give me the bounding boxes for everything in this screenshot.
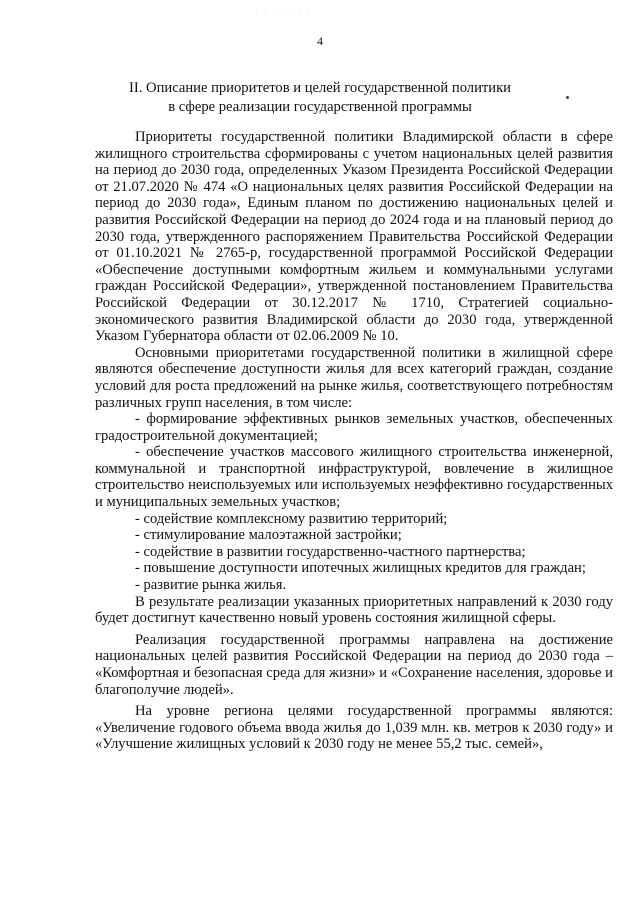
list-item: - развитие рынка жилья. (135, 577, 287, 594)
section-title-line-1: II. Описание приоритетов и целей государственной политики (129, 80, 511, 96)
page-number: 4 (317, 34, 323, 48)
section-title-line-2: в сфере реализации государственной программы (168, 99, 472, 115)
paragraph-program-aim: Реализация государственной программы направлена на достижение национальных целей развития Российской Федерации на период до 2030 года – «Комфортная и безопасная среда для жизни» и «Сохранение населения, здоровье и благополучие людей». (95, 631, 613, 698)
list-item: - повышение доступности ипотечных жилищных кредитов для граждан; (135, 560, 586, 577)
scan-artifact: · · · · · · · (255, 6, 312, 15)
document-body (95, 129, 613, 753)
paragraph-result: В результате реализации указанных приоритетных направлений к 2030 году будет достигнут качественно новый уровень состояния жилищной сферы. (95, 593, 613, 627)
list-item: - формирование эффективных рынков земельных участков, обеспеченных градостроительной документацией; (95, 411, 613, 444)
paragraph-regional-goals: На уровне региона целями государственной программы являются: «Увеличение годового объема ввода жилья до 1,039 млн. кв. метров к 2030 году» и «Улучшение жилищных условий к 2030 году не менее 55,2 тыс. семей», (95, 703, 613, 753)
paragraph-main-priorities: Основными приоритетами государственной политики в жилищной сфере являются обеспечение доступности жилья для всех категорий граждан, создание условий для роста предложений на рынке жилья, соответствующего потребностям различных групп населения, в том числе: (95, 344, 613, 411)
list-item: - обеспечение участков массового жилищного строительства инженерной, коммунальной и транспортной инфраструктурой, вовлечение в жилищное строительство неиспользуемых или используемых неэффективно государственных и муниципальных земельных участков; (95, 444, 613, 511)
section-heading (40, 79, 600, 117)
paragraph-priorities-basis: Приоритеты государственной политики Владимирской области в сфере жилищного строительства сформированы с учетом национальных целей развития на период до 2030 года, определенных Указом Президента Российской Федерации от 21.07.2020 № 474 «О национальных целях развития Российской Федерации на период до 2030 года», Единым планом по достижению национальных целей и развития Российской Федерации на период до 2024 года и на плановый период до 2030 года, утвержденного распоряжением Правительства Российской Федерации от 01.10.2021 № 2765-р, государственной программой Российской Федерации «Обеспечение доступными комфортным жильем и коммунальными услугами граждан Российской Федерации», утвержденной постановлением Правительства Российской Федерации от 30.12.2017 № 1710, Стратегией социально-экономического развития Владимирской области до 2030 года, утвержденной Указом Губернатора области от 02.06.2009 № 10. (95, 129, 613, 345)
list-item: - стимулирование малоэтажной застройки; (135, 527, 402, 544)
list-item: - содействие комплексному развитию территорий; (135, 510, 448, 527)
list-item: - содействие в развитии государственно-частного партнерства; (135, 543, 526, 560)
